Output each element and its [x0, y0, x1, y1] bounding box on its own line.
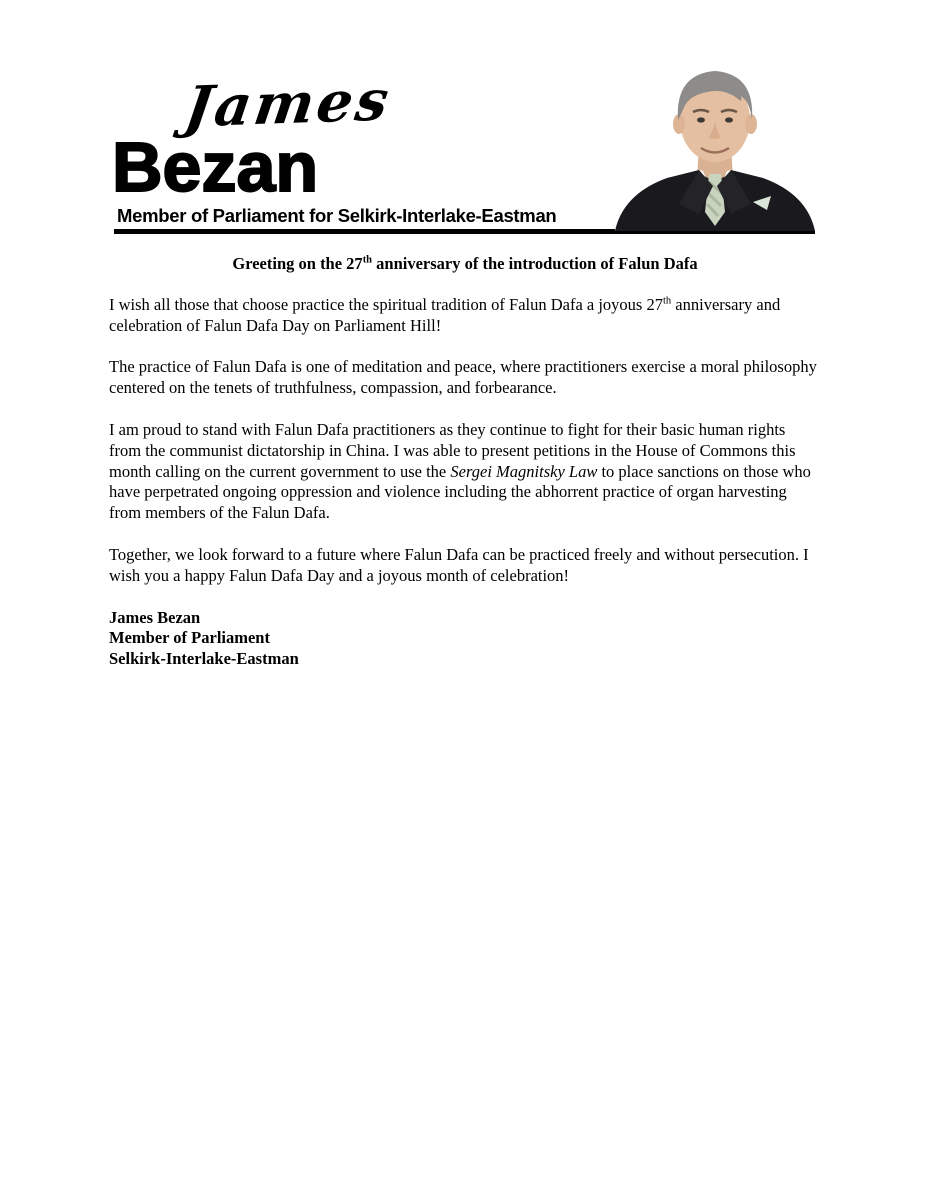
letter-body — [109, 254, 821, 670]
paragraph-1-superscript-th: th — [662, 295, 672, 307]
portrait-illustration — [615, 54, 815, 231]
signature-block — [109, 608, 821, 670]
signature-role: Member of Parliament — [109, 628, 270, 648]
paragraph-1 — [109, 295, 821, 337]
letter-title — [109, 254, 821, 275]
paragraph-4: Together, we look forward to a future where Falun Dafa can be practiced freely and without persecution. I wish you a happy Falun Dafa Day and a joyous month of celebration! — [109, 544, 809, 585]
title-text-post: anniversary of the introduction of Falun Dafa — [372, 254, 698, 273]
paragraph-3-text-post: to place sanctions on those who have perpetrated ongoing oppression and violence including the abhorrent practice of organ harvesting from members of the Falun Dafa. — [109, 461, 811, 523]
paragraph-2: The practice of Falun Dafa is one of meditation and peace, where practitioners exercise a moral philosophy centered on the tenets of truthfulness, compassion, and forbearance. — [109, 357, 817, 398]
title-superscript-th: th — [362, 254, 373, 266]
letterhead-first-name: James — [180, 67, 396, 141]
letterhead-subtitle: Member of Parliament for Selkirk-Interlake-Eastman — [117, 205, 557, 226]
paragraph-1-text-pre: I wish all those that choose practice the spiritual tradition of Falun Dafa a joyous 27 — [109, 294, 663, 314]
portrait-photo — [615, 54, 815, 231]
paragraph-1-text-post: anniversary and celebration of Falun Dafa Day on Parliament Hill! — [109, 294, 781, 335]
paragraph-3 — [109, 420, 821, 524]
letterhead-last-name: Bezan — [112, 128, 319, 206]
title-text-pre: Greeting on the 27 — [232, 254, 363, 273]
signature-name: James Bezan — [109, 607, 201, 627]
letterhead — [0, 0, 927, 236]
paragraph-3-law-name-italic: Sergei Magnitsky Law — [450, 461, 598, 481]
signature-riding: Selkirk-Interlake-Eastman — [109, 649, 299, 669]
paragraph-3-text-pre: I am proud to stand with Falun Dafa practitioners as they continue to fight for their basic human rights from the communist dictatorship in China. I was able to present petitions in the House of Commons this month calling on the current government to use the — [109, 419, 796, 481]
